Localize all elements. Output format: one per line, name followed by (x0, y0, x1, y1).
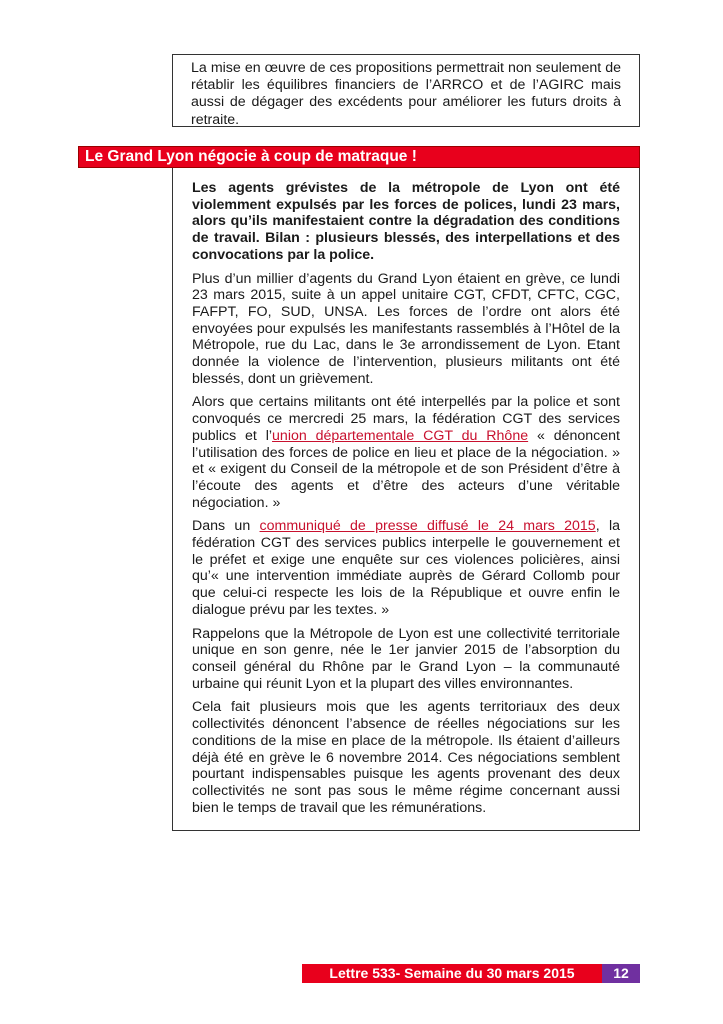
press-release-link[interactable]: communiqué de presse diffusé le 24 mars 2015 (259, 518, 596, 535)
section-title: Le Grand Lyon négocie à coup de matraque ! (78, 146, 640, 168)
paragraph-2-text-before: Alors que certains militants ont été interpellés par la police et sont convoqués ce mercredi 25 mars, la fédération CGT des services publics et l’ (192, 394, 620, 444)
article-body (172, 168, 640, 831)
page-number: 12 (602, 964, 640, 983)
paragraph-3-text-after: , la fédération CGT des services publics interpelle le gouvernement et le préfet et exige une enquête sur ces violences policières, ainsi qu’« une intervention immédiate auprès de Gérard Collomb pour que celui-ci respecte les lois de la République et ouvre enfin le dialogue prévu par les textes. » (192, 518, 620, 618)
previous-article-text: La mise en œuvre de ces propositions permettrait non seulement de rétablir les équilibres financiers de l’ARRCO et de l’AGIRC mais aussi de dégager des excédents pour améliorer les futurs droits à retraite. (191, 60, 621, 128)
paragraph-2-text-after: « dénoncent l’utilisation des forces de police en lieu et place de la négociation. » et « exigent du Conseil de la métropole et de son Président d’être à l’écoute des agents et d’être des acteurs d’une véritable négociation. » (192, 427, 621, 511)
article-paragraph-1: Plus d’un millier d’agents du Grand Lyon étaient en grève, ce lundi 23 mars 2015, suite à un appel unitaire CGT, CFDT, CFTC, CGC, FAFPT, FO, SUD, UNSA. Les forces de l’ordre ont alors été envoyées pour expulsés les manifestants rassemblés à l’Hôtel de la Métropole, rue du Lac, dans le 3e arrondissement de Lyon. Etant donnée la violence de l’intervention, plusieurs militants ont été blessés, dont un grièvement. (192, 270, 620, 387)
article-lead: Les agents grévistes de la métropole de Lyon ont été violemment expulsés par les forces de polices, lundi 23 mars, alors qu’ils manifestaient contre la dégradation des conditions de travail. Bilan : plusieurs blessés, des interpellations et des convocations par la police. (192, 180, 620, 263)
article-paragraph-3 (192, 518, 620, 618)
ud-cgt-rhone-link[interactable]: union départementale CGT du Rhône (272, 427, 529, 444)
article-paragraph-2 (192, 394, 620, 511)
page-footer (302, 964, 640, 983)
footer-issue-label: Lettre 533- Semaine du 30 mars 2015 (302, 964, 602, 983)
paragraph-3-text-before: Dans un (192, 518, 260, 535)
article-paragraph-4: Rappelons que la Métropole de Lyon est une collectivité territoriale unique en son genre, née le 1er janvier 2015 de l’absorption du conseil général du Rhône par le Grand Lyon – la communauté urbaine qui réunit Lyon et la plupart des villes environnantes. (192, 625, 620, 692)
previous-article-box (172, 54, 640, 127)
article-paragraph-5: Cela fait plusieurs mois que les agents territoriaux des deux collectivités dénoncent l’absence de réelles négociations sur les conditions de la mise en place de la métropole. Ils étaient d’ailleurs déjà été en grève le 6 novembre 2014. Ces négociations semblent pourtant indispensables puisque les agents provenant des deux collectivités ne sont pas sous le même régime concernant aussi bien le temps de travail que les rémunérations. (192, 699, 620, 816)
